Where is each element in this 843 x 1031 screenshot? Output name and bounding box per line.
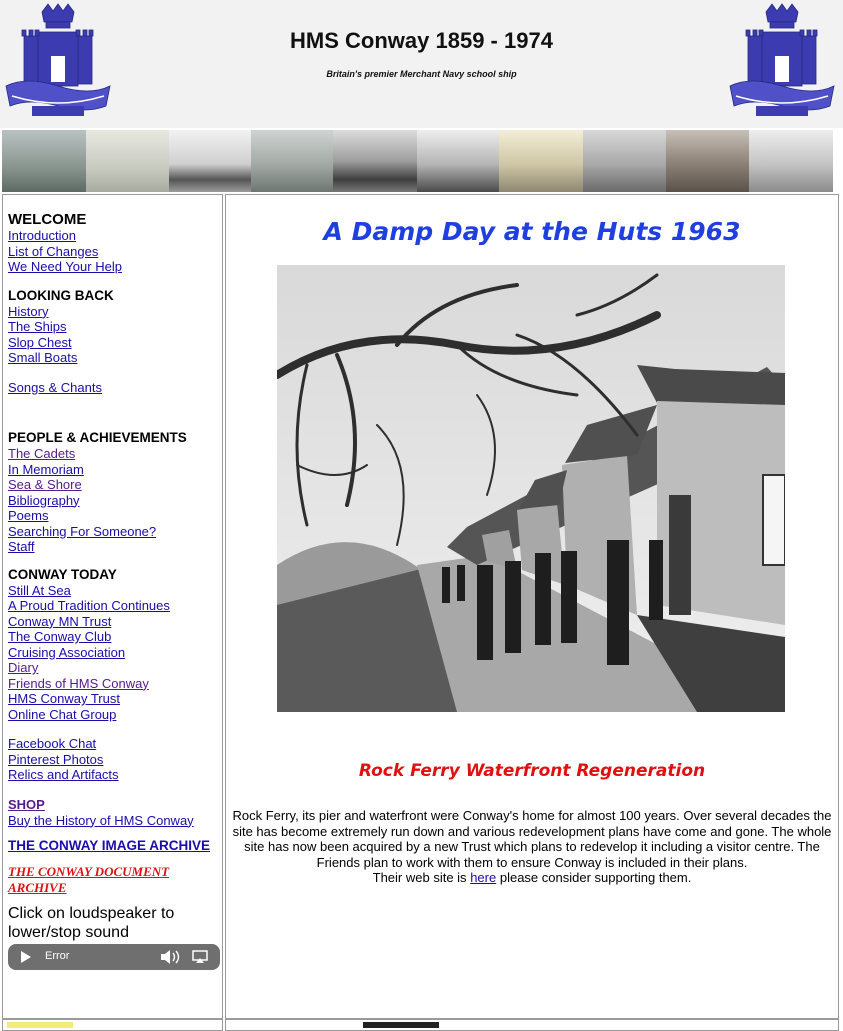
- web-prefix: Their web site is: [372, 870, 467, 885]
- strip-photo-bridge-ship: [333, 130, 417, 192]
- web-site-link[interactable]: here: [470, 870, 497, 885]
- strip-photo-buildings: [749, 130, 833, 192]
- sidebar: [2, 194, 223, 1019]
- nav-link-shop[interactable]: SHOP: [8, 796, 45, 812]
- nav-link-poems[interactable]: Poems: [8, 508, 49, 523]
- site-title: HMS Conway 1859 - 1974: [290, 28, 553, 53]
- nav-link-slop-chest[interactable]: Slop Chest: [8, 334, 72, 350]
- nav-spacer: [8, 366, 220, 380]
- nav-heading-people: PEOPLE & ACHIEVEMENTS: [8, 430, 187, 445]
- nav-link-sea-shore[interactable]: Sea & Shore: [8, 477, 82, 492]
- huts-photo-image: [277, 265, 785, 712]
- nav-link-conway-mn-trust[interactable]: Conway MN Trust: [8, 613, 112, 629]
- next-row-main-cell: [225, 1019, 839, 1031]
- nav-spacer: [8, 722, 220, 736]
- nav-link-we-need-your-help[interactable]: We Need Your Help: [8, 259, 122, 274]
- nav-link-buy-history[interactable]: Buy the History of HMS Conway: [8, 812, 194, 828]
- nav-link-online-chat-group[interactable]: Online Chat Group: [8, 706, 117, 722]
- web-suffix: please consider supporting them.: [499, 870, 692, 885]
- nav-heading-welcome: WELCOME: [8, 211, 87, 228]
- strip-photo-cadets: [666, 130, 749, 192]
- nav-link-still-at-sea[interactable]: Still At Sea: [8, 582, 71, 598]
- paragraph-text: Rock Ferry, its pier and waterfront were Conway's home for almost 100 years. Over several decades the site has become extremely run down and various redevelopment plans have come and gone. The whole site has now been acquired by a new Trust which plans to redevelop it including a visitor centre. The Friends plan to work with them to ensure Conway is included in their plans.: [232, 808, 832, 870]
- nav-heading-conway-today: CONWAY TODAY: [8, 566, 117, 582]
- nav-link-songs-chants[interactable]: Songs & Chants: [8, 379, 102, 395]
- nav-link-list-of-changes[interactable]: List of Changes: [8, 243, 99, 259]
- audio-status: Error: [45, 950, 70, 962]
- audio-player[interactable]: [8, 944, 220, 970]
- nav-link-pinterest-photos[interactable]: Pinterest Photos: [8, 751, 104, 767]
- nav-spacer: [8, 395, 220, 430]
- speaker-note: Click on loudspeaker to lower/stop sound: [8, 905, 175, 941]
- nav-link-history[interactable]: History: [8, 303, 49, 319]
- nav-link-introduction[interactable]: Introduction: [8, 228, 76, 243]
- conway-crest-icon: [2, 2, 114, 120]
- nav-link-diary[interactable]: Diary: [8, 660, 39, 675]
- next-row-image: [363, 1022, 439, 1028]
- nav-link-proud-tradition[interactable]: A Proud Tradition Continues: [8, 598, 170, 613]
- volume-icon[interactable]: [160, 949, 180, 965]
- airplay-icon[interactable]: [192, 950, 208, 964]
- strip-photo-wooden-ship: [86, 130, 169, 192]
- nav-link-searching[interactable]: Searching For Someone?: [8, 523, 157, 539]
- nav-link-the-cadets[interactable]: The Cadets: [8, 446, 76, 461]
- nav-link-bibliography[interactable]: Bibliography: [8, 492, 80, 508]
- strip-photo-moored-ship: [169, 130, 251, 192]
- nav-link-cruising-association[interactable]: Cruising Association: [8, 644, 126, 660]
- main-content: [225, 194, 839, 1019]
- huts-photo: [277, 265, 785, 712]
- nav-link-friends[interactable]: Friends of HMS Conway: [8, 675, 149, 691]
- nav-heading-looking-back: LOOKING BACK: [8, 287, 114, 303]
- sidebar-nav: [8, 212, 220, 970]
- nav-link-the-ships[interactable]: The Ships: [8, 319, 67, 334]
- site-subtitle: Britain's premier Merchant Navy school ship: [326, 69, 517, 79]
- conway-crest-icon: [726, 2, 838, 120]
- strip-photo-mountains: [417, 130, 499, 192]
- next-row-left-cell: [2, 1019, 223, 1031]
- regeneration-paragraph: [228, 808, 836, 886]
- site-header: [0, 0, 843, 128]
- nav-link-staff[interactable]: Staff: [8, 539, 35, 554]
- nav-link-conway-club[interactable]: The Conway Club: [8, 629, 112, 644]
- strip-photo-estuary: [251, 130, 333, 192]
- nav-link-document-archive[interactable]: THE CONWAY DOCUMENT ARCHIVE: [8, 864, 170, 895]
- nav-link-small-boats[interactable]: Small Boats: [8, 350, 78, 365]
- ships-photo-strip: [2, 130, 833, 192]
- nav-link-hms-conway-trust[interactable]: HMS Conway Trust: [8, 691, 120, 706]
- play-icon[interactable]: [20, 951, 31, 963]
- section-heading: Rock Ferry Waterfront Regeneration: [358, 761, 706, 781]
- nav-link-relics-artifacts[interactable]: Relics and Artifacts: [8, 767, 119, 782]
- nav-link-image-archive[interactable]: THE CONWAY IMAGE ARCHIVE: [8, 838, 211, 853]
- strip-photo-sailing-boats: [583, 130, 666, 192]
- nav-link-in-memoriam[interactable]: In Memoriam: [8, 461, 84, 477]
- strip-photo-sailing-ship: [2, 130, 86, 192]
- strip-photo-menai-bridge: [499, 130, 583, 192]
- nav-link-facebook-chat[interactable]: Facebook Chat: [8, 736, 97, 751]
- next-row-highlight: [7, 1022, 73, 1028]
- page-title: A Damp Day at the Huts 1963: [323, 217, 741, 246]
